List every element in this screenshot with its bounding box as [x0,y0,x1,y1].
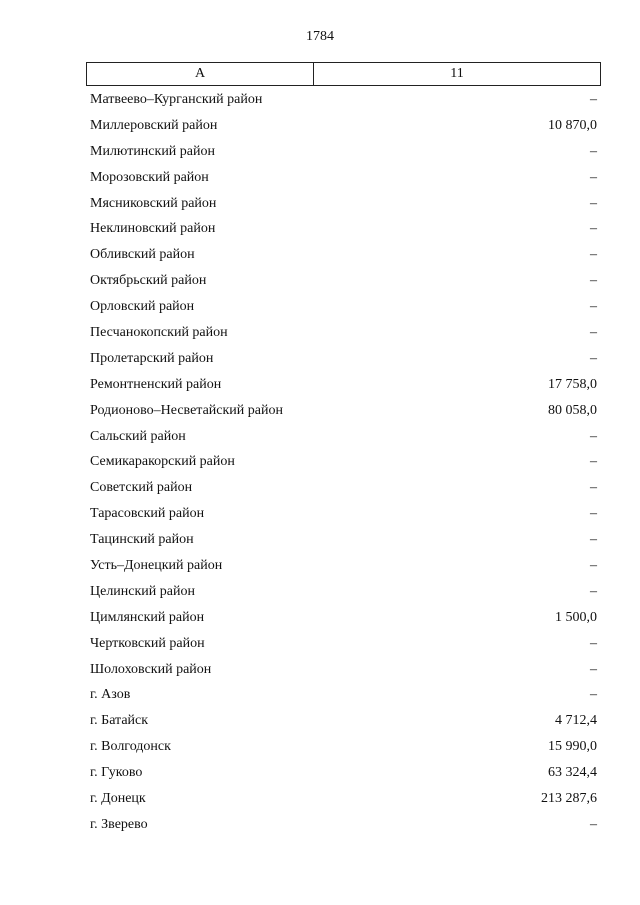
table-row [90,346,597,372]
table-row [90,139,597,165]
table-row [90,760,597,786]
row-name: Мясниковский район [90,195,217,211]
row-value: 80 058,0 [548,402,597,418]
table-row [90,475,597,501]
row-name: Орловский район [90,299,195,315]
table-row [90,449,597,475]
row-name: г. Зверево [90,816,148,832]
table-row [90,320,597,346]
row-name: Октябрьский район [90,273,207,289]
row-value: 4 712,4 [555,713,597,729]
row-name: Обливский район [90,247,195,263]
table-row [90,708,597,734]
row-name: Тарасовский район [90,506,205,522]
column-header-a: А [87,63,314,85]
row-value: – [590,143,597,159]
table-row [90,501,597,527]
column-header-11: 11 [450,66,464,81]
row-name: Цимлянский район [90,609,205,625]
row-value: – [590,506,597,522]
table-row [90,268,597,294]
row-value: 10 870,0 [548,117,597,133]
table-row [90,398,597,424]
row-name: г. Азов [90,687,131,703]
table-row [90,682,597,708]
row-value: – [590,454,597,470]
row-value: – [590,480,597,496]
row-value: – [590,532,597,548]
row-value: 1 500,0 [555,609,597,625]
table-row [90,812,597,838]
row-name: Тацинский район [90,532,194,548]
page-number: 1784 [306,29,334,44]
row-name: Милютинский район [90,143,216,159]
row-value: – [590,661,597,677]
row-name: Шолоховский район [90,661,212,677]
row-name: г. Донецк [90,790,146,806]
row-name: г. Гуково [90,765,143,781]
table-row [90,424,597,450]
row-value: – [590,91,597,107]
table-row [90,605,597,631]
table-row [90,734,597,760]
row-value: – [590,687,597,703]
row-name: Чертковский район [90,635,205,651]
row-value: – [590,247,597,263]
row-value: – [590,195,597,211]
row-value: – [590,635,597,651]
row-name: Семикаракорский район [90,454,235,470]
row-value: – [590,428,597,444]
table-row [90,113,597,139]
row-value: – [590,169,597,185]
data-table [90,87,597,838]
table-row [90,242,597,268]
table-row [90,294,597,320]
row-value: – [590,221,597,237]
row-name: Ремонтненский район [90,376,222,392]
row-name: Советский район [90,480,193,496]
row-value: – [590,324,597,340]
row-value: – [590,273,597,289]
row-value: – [590,583,597,599]
row-name: Пролетарский район [90,350,214,366]
row-name: Морозовский район [90,169,209,185]
row-name: Сальский район [90,428,186,444]
table-row [90,216,597,242]
row-value: – [590,557,597,573]
row-name: Родионово–Несветайский район [90,402,283,418]
row-name: Матвеево–Курганский район [90,91,263,107]
row-value: 213 287,6 [541,790,597,806]
table-row [90,372,597,398]
row-name: Целинский район [90,583,195,599]
table-row [90,527,597,553]
table-row [90,657,597,683]
row-value: – [590,816,597,832]
row-name: Песчанокопский район [90,324,228,340]
row-value: 15 990,0 [548,739,597,755]
table-row [90,579,597,605]
row-value: 63 324,4 [548,765,597,781]
row-name: Неклиновский район [90,221,216,237]
row-name: г. Волгодонск [90,739,171,755]
table-row [90,631,597,657]
table-row [90,165,597,191]
table-row [90,191,597,217]
row-name: г. Батайск [90,713,149,729]
table-row [90,87,597,113]
table-row [90,553,597,579]
row-name: Усть–Донецкий район [90,557,223,573]
table-header [86,62,601,86]
row-value: 17 758,0 [548,376,597,392]
row-value: – [590,350,597,366]
row-value: – [590,299,597,315]
table-row [90,786,597,812]
row-name: Миллеровский район [90,117,218,133]
